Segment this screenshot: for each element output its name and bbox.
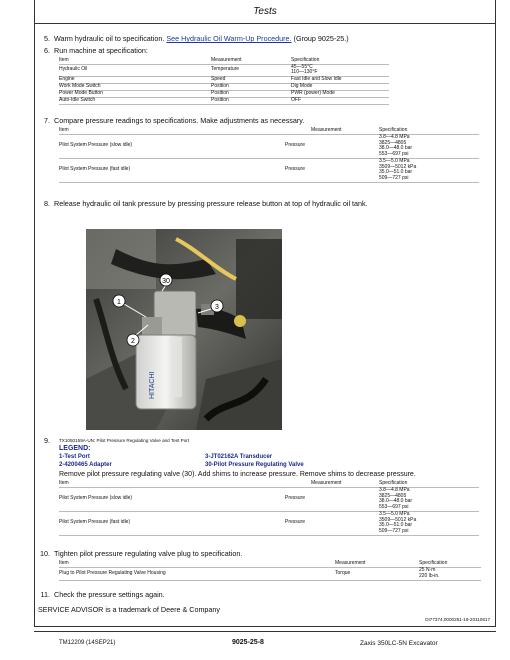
callout-1-label: 1 <box>117 299 121 306</box>
legend-item: 30-Pilot Pressure Regulating Valve <box>205 462 304 468</box>
step-9-number: 9. <box>44 436 50 445</box>
table-row: Hydraulic Oil Temperature 45—55°C 110—130°F <box>59 65 389 77</box>
warm-up-procedure-link[interactable]: See Hydraulic Oil Warm-Up Procedure. <box>166 34 292 43</box>
table-row: Pilot System Pressure (slow idle) Pressure 3.8—4.8 MPa 3825—4805 38.0—48.0 bar 553—697 psi <box>59 488 479 512</box>
table-header: Item Measurement Specification <box>59 481 479 488</box>
table-row: Auto-Idle Switch Position OFF <box>59 98 389 105</box>
step-5: 5. Warm hydraulic oil to specification. See Hydraulic Oil Warm-Up Procedure. (Group 9025-25.) <box>44 34 349 43</box>
callout-2-label: 2 <box>131 338 135 345</box>
torque-spec-table <box>59 561 481 581</box>
table-header: Item Measurement Specification <box>59 58 389 65</box>
table-row: Pilot System Pressure (slow idle) Pressure 3.8—4.8 MPa 3825—4805 38.0—48.0 bar 553—697 psi <box>59 135 479 159</box>
pressure-spec-table-2 <box>59 481 479 536</box>
table-row: Pilot System Pressure (fast idle) Pressure 3.5—5.0 MPa 3509—5012 kPa 35.0—51.0 bar 509—727 psi <box>59 159 479 183</box>
legend-item: 2-4200465 Adapter <box>59 462 112 468</box>
table-row: Pilot System Pressure (fast idle) Pressure 3.5—5.0 MPa 3509—5012 kPa 35.0—51.0 bar 509—727 psi <box>59 512 479 536</box>
document-id: DI77374,0000251-19-20110817 <box>425 617 490 622</box>
table-header: Item Measurement Specification <box>59 561 481 568</box>
legend-item: 3-JT02162A Transducer <box>205 454 273 460</box>
table-row: Work Mode Switch Position Dig Mode <box>59 84 389 91</box>
run-spec-table <box>59 58 389 105</box>
filter-brand-text: HITACHI <box>149 371 156 399</box>
table-row: Plug to Pilot Pressure Regulating Valve Housing Torque 25 N·m 220 lb-in. <box>59 568 481 581</box>
footer-divider <box>34 631 496 632</box>
legend-item: 1-Test Port <box>59 454 90 460</box>
footer-model: Zaxis 350LC-5N Excavator <box>360 640 438 647</box>
page-header: Tests <box>253 6 277 17</box>
footer-tm: TM12209 (14SEP21) <box>59 640 116 646</box>
header-divider <box>34 23 496 24</box>
table-row: Power Mode Button Position PWR (power) Mode <box>59 91 389 98</box>
step-9-text: Remove pilot pressure regulating valve (30). Add shims to increase pressure. Remove shims to decrease pressure. <box>59 471 416 478</box>
photo-illustration <box>86 229 282 430</box>
step-7: 7. Compare pressure readings to specifications. Make adjustments as necessary. <box>44 116 305 125</box>
trademark-notice: SERVICE ADVISOR is a trademark of Deere & Company <box>38 605 221 614</box>
table-row: Engine Speed Fast Idle and Slow Idle <box>59 77 389 84</box>
table-header: Item Measurement Specification <box>59 128 479 135</box>
pressure-spec-table-1 <box>59 128 479 183</box>
step-10: 10. Tighten pilot pressure regulating valve plug to specification. <box>40 549 243 558</box>
step-8: 8. Release hydraulic oil tank pressure by pressing pressure release button at top of hydraulic oil tank. <box>44 199 368 208</box>
step-6: 6. Run machine at specification: <box>44 46 148 55</box>
step-11: 11. Check the pressure settings again. <box>40 590 165 599</box>
callout-30-label: 30 <box>162 278 170 285</box>
pilot-valve-photo <box>86 229 282 430</box>
footer-page-number: 9025-25-8 <box>232 639 264 646</box>
figure-caption: TX1050159A-UN: Pilot Pressure Regulating Valve and Test Port <box>59 438 190 443</box>
legend-title: LEGEND: <box>59 445 91 452</box>
callout-3-label: 3 <box>215 304 219 311</box>
